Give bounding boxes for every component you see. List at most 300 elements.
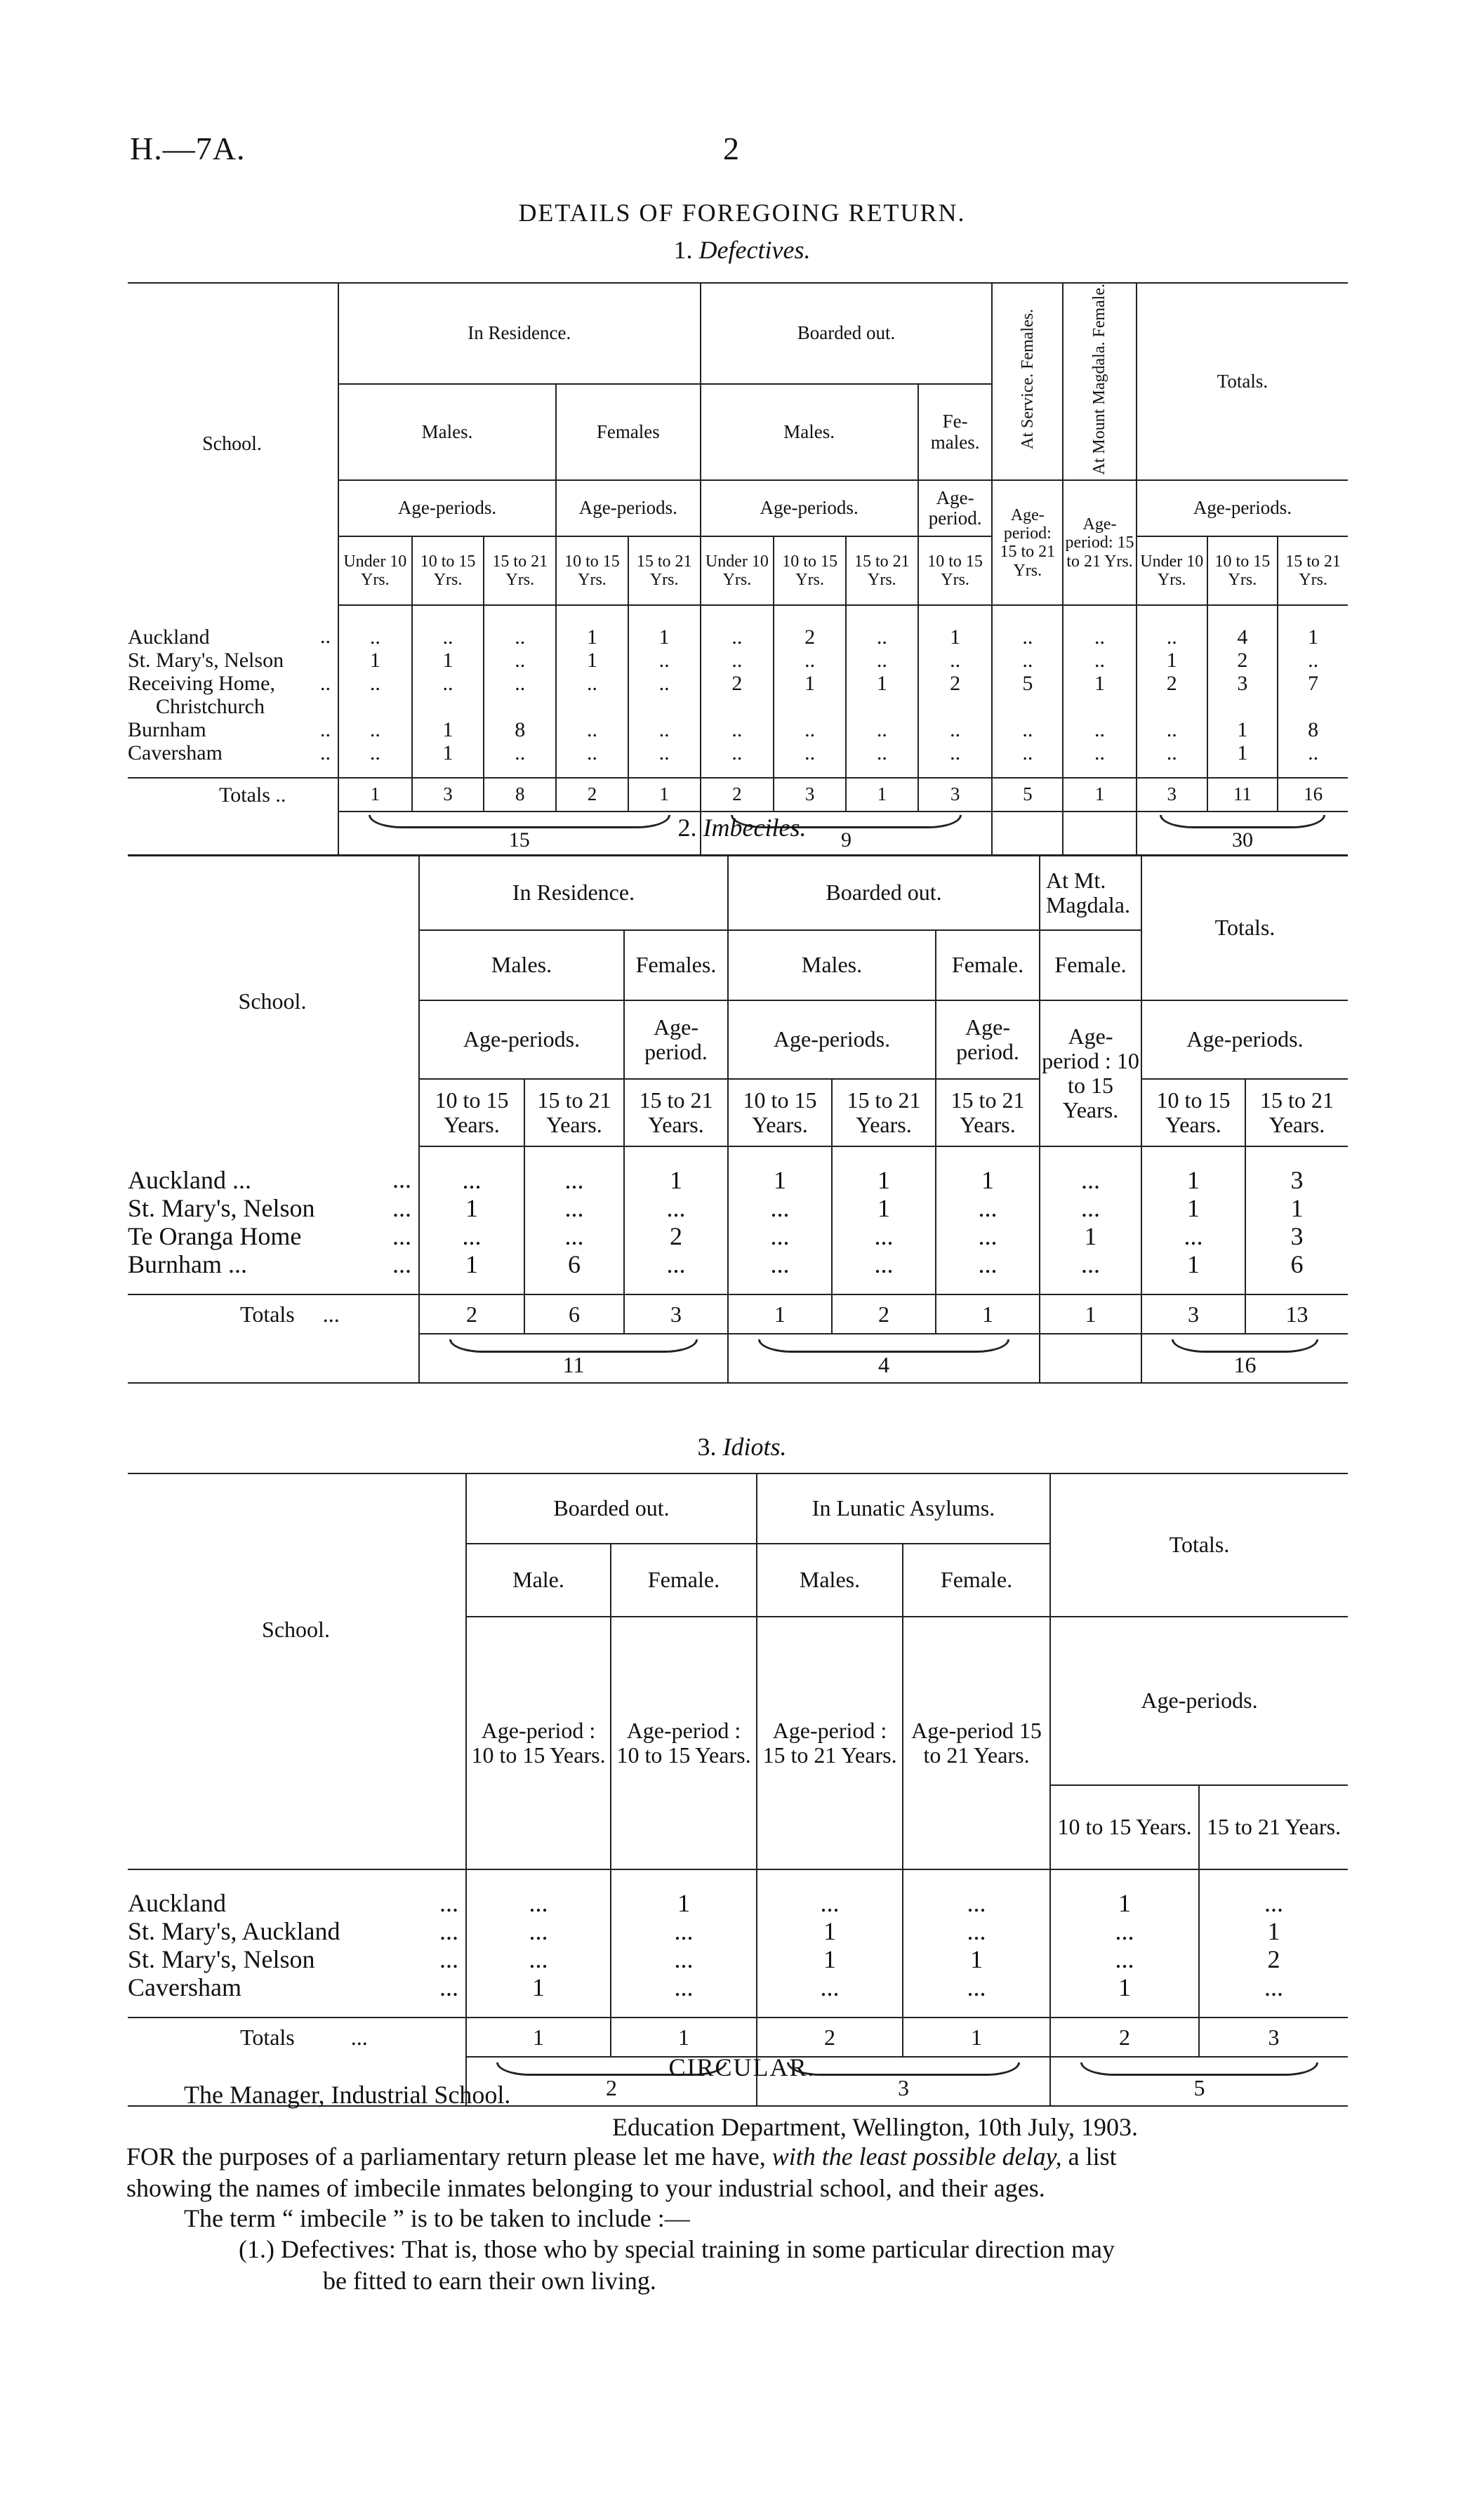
t3-cell: 1 bbox=[466, 1974, 611, 2018]
t3-cell: ... bbox=[1050, 1946, 1199, 1974]
t2-col-tot-15-21: 15 to 21 Years. bbox=[1245, 1079, 1348, 1146]
t1-col-tot-under10: Under 10 Yrs. bbox=[1137, 536, 1207, 605]
t3-group-totals: 5 bbox=[1050, 2057, 1348, 2106]
t2-cell: 1 bbox=[728, 1146, 832, 1195]
t1-res-females: Females bbox=[556, 384, 700, 480]
imbeciles-table bbox=[128, 855, 1348, 1384]
t1-cell: 4 bbox=[1207, 605, 1278, 649]
t3-group-boarded-out: 2 bbox=[466, 2057, 757, 2106]
t2-cell: 1 bbox=[1141, 1146, 1245, 1195]
t1-total-cell: 5 bbox=[992, 778, 1063, 812]
t1-cell: 2 bbox=[1137, 672, 1207, 695]
t3-school-cell bbox=[128, 1869, 466, 1918]
t3-la-males: Males. bbox=[757, 1544, 903, 1617]
t1-cell: .. bbox=[338, 672, 412, 695]
t3-school-cell bbox=[128, 1918, 466, 1946]
t3-school-name: Caversham bbox=[128, 1973, 241, 2001]
t1-cell: .. bbox=[628, 718, 701, 741]
t1-row bbox=[128, 741, 1348, 778]
circular-addressee: The Manager, Industrial School. bbox=[184, 2081, 511, 2109]
t1-row bbox=[128, 672, 1348, 695]
t1-total-cell: 1 bbox=[846, 778, 918, 812]
t1-total-cell: 3 bbox=[774, 778, 846, 812]
t1-school-cell bbox=[128, 672, 338, 695]
t1-cell: 5 bbox=[992, 672, 1063, 695]
t1-cell: .. bbox=[1063, 649, 1137, 672]
t3-total-cell: 2 bbox=[1050, 2018, 1199, 2057]
t1-cell: 1 bbox=[1137, 649, 1207, 672]
t1-cell: 2 bbox=[701, 672, 774, 695]
t2-total-cell: 2 bbox=[832, 1294, 936, 1334]
t1-cell: .. bbox=[846, 605, 918, 649]
t1-cell bbox=[918, 695, 993, 718]
idiots-table bbox=[128, 1473, 1348, 2107]
t3-cell: 1 bbox=[757, 1946, 903, 1974]
t2-cell: 3 bbox=[1245, 1146, 1348, 1195]
t1-school-cell bbox=[128, 649, 338, 672]
t1-col-bo-10-15: 10 to 15 Yrs. bbox=[774, 536, 846, 605]
t1-total-cell: 2 bbox=[556, 778, 628, 812]
t1-cell: .. bbox=[1063, 718, 1137, 741]
t1-school-cell bbox=[128, 605, 338, 649]
t1-cell bbox=[412, 695, 484, 718]
defectives-table bbox=[128, 282, 1348, 856]
t2-cell: ... bbox=[728, 1195, 832, 1223]
t2-cell: ... bbox=[1040, 1146, 1141, 1195]
t1-school-name: St. Mary's, Nelson bbox=[128, 649, 284, 673]
t2-school-name: Te Oranga Home bbox=[128, 1221, 302, 1250]
t3-cell: ... bbox=[466, 1869, 611, 1918]
t1-cell: .. bbox=[774, 649, 846, 672]
t2-col-bo-15-21: 15 to 21 Years. bbox=[832, 1079, 936, 1146]
t1-row bbox=[128, 718, 1348, 741]
t1-cell: .. bbox=[484, 672, 556, 695]
t1-school-cell bbox=[128, 695, 338, 718]
t1-res-males: Males. bbox=[338, 384, 556, 480]
t3-school-cell bbox=[128, 1946, 466, 1974]
t1-cell: .. bbox=[1278, 741, 1348, 778]
t3-col-bo-male-age: Age-period : 10 to 15 Years. bbox=[466, 1617, 611, 1869]
t2-school-header: School. bbox=[128, 856, 419, 1146]
t1-cell: 1 bbox=[1207, 718, 1278, 741]
t3-cell: 1 bbox=[611, 1869, 757, 1918]
t3-cell: 1 bbox=[757, 1918, 903, 1946]
t1-group-in-residence: 15 bbox=[338, 812, 701, 855]
t1-cell: .. bbox=[338, 605, 412, 649]
t2-cell: ... bbox=[728, 1251, 832, 1295]
circular-paragraph-1: FOR the purposes of a parliamentary return please let me have, with the least possible delay, a list showing the names of imbecile inmates belonging to your industrial school, and their ages. bbox=[126, 2142, 1117, 2202]
t2-res-males-ages: Age-periods. bbox=[419, 1000, 624, 1079]
t3-totals-header: Totals. bbox=[1050, 1473, 1348, 1617]
t2-totals-row bbox=[128, 1294, 1348, 1334]
t1-total-cell: 3 bbox=[1137, 778, 1207, 812]
t3-leader-dots: ... bbox=[439, 1889, 458, 1917]
t1-cell bbox=[846, 695, 918, 718]
t1-total-cell: 8 bbox=[484, 778, 556, 812]
t2-brace-boarded-out bbox=[758, 1339, 1009, 1353]
t1-cell bbox=[484, 695, 556, 718]
t3-col-tot-10-15: 10 to 15 Years. bbox=[1050, 1785, 1199, 1869]
t2-totals-label: Totals ... bbox=[128, 1294, 419, 1334]
t2-total-cell: 2 bbox=[419, 1294, 524, 1334]
t2-leader-dots: ... bbox=[392, 1193, 411, 1222]
t2-brace-in-residence bbox=[449, 1339, 698, 1353]
t1-school-name: Auckland bbox=[128, 625, 210, 649]
t2-at-mt-header: At Mt. Magdala. bbox=[1040, 856, 1141, 930]
t1-school-name: Burnham bbox=[128, 718, 206, 742]
t2-cell: 1 bbox=[419, 1195, 524, 1223]
t1-group-totals: 30 bbox=[1137, 812, 1348, 855]
t2-res-males: Males. bbox=[419, 930, 624, 1000]
t2-row bbox=[128, 1146, 1348, 1195]
t3-cell: ... bbox=[903, 1918, 1050, 1946]
t2-cell: ... bbox=[524, 1223, 624, 1251]
t1-total-cell: 16 bbox=[1278, 778, 1348, 812]
page-number: 2 bbox=[723, 131, 739, 166]
t1-cell: .. bbox=[701, 741, 774, 778]
t1-cell: .. bbox=[484, 605, 556, 649]
t1-cell: 1 bbox=[918, 605, 993, 649]
t3-school-name: St. Mary's, Auckland bbox=[128, 1916, 340, 1945]
t1-bo-males: Males. bbox=[701, 384, 918, 480]
t1-cell: .. bbox=[1278, 649, 1348, 672]
t1-cell: .. bbox=[556, 718, 628, 741]
t1-col-tot-10-15: 10 to 15 Yrs. bbox=[1207, 536, 1278, 605]
t1-leader-dots: .. bbox=[319, 718, 331, 742]
t1-row bbox=[128, 605, 1348, 649]
t1-cell bbox=[628, 695, 701, 718]
t1-cell: .. bbox=[774, 718, 846, 741]
t1-cell bbox=[774, 695, 846, 718]
t3-cell: 1 bbox=[1050, 1974, 1199, 2018]
t2-res-females: Females. bbox=[624, 930, 728, 1000]
t2-cell: ... bbox=[419, 1223, 524, 1251]
t1-cell: .. bbox=[701, 718, 774, 741]
t1-cell: .. bbox=[918, 741, 993, 778]
t1-col-tot-15-21: 15 to 21 Yrs. bbox=[1278, 536, 1348, 605]
t2-bo-female-age: Age- period. bbox=[936, 1000, 1040, 1079]
t1-school-name: Christchurch bbox=[156, 695, 265, 719]
t2-cell: ... bbox=[1040, 1195, 1141, 1223]
t2-cell: 2 bbox=[624, 1223, 728, 1251]
t2-school-cell bbox=[128, 1146, 419, 1195]
t2-row bbox=[128, 1195, 1348, 1223]
t2-school-cell bbox=[128, 1223, 419, 1251]
t1-total-cell: 1 bbox=[628, 778, 701, 812]
t3-total-cell: 1 bbox=[903, 2018, 1050, 2057]
t1-cell: .. bbox=[992, 649, 1063, 672]
t1-school-header: School. bbox=[128, 283, 338, 605]
t1-cell bbox=[556, 695, 628, 718]
t1-cell: 1 bbox=[338, 649, 412, 672]
t1-cell: 1 bbox=[412, 649, 484, 672]
t2-col-10-15: 10 to 15 Years. bbox=[419, 1079, 524, 1146]
t1-cell: .. bbox=[556, 741, 628, 778]
t2-cell: 1 bbox=[936, 1146, 1040, 1195]
t1-cell: .. bbox=[918, 718, 993, 741]
t1-col-bo-under10: Under 10 Yrs. bbox=[701, 536, 774, 605]
t3-total-cell: 2 bbox=[757, 2018, 903, 2057]
t2-school-cell bbox=[128, 1195, 419, 1223]
t1-cell: 2 bbox=[918, 672, 993, 695]
t1-total-cell: 2 bbox=[701, 778, 774, 812]
t1-cell: 1 bbox=[846, 672, 918, 695]
t1-col-f-10-15: 10 to 15 Yrs. bbox=[556, 536, 628, 605]
t2-cell: ... bbox=[936, 1195, 1040, 1223]
t1-cell: 3 bbox=[1207, 672, 1278, 695]
t2-group-boarded-out: 4 bbox=[728, 1334, 1040, 1383]
t1-school-cell bbox=[128, 741, 338, 778]
t2-group-totals-row bbox=[128, 1334, 1348, 1383]
t1-cell: 2 bbox=[774, 605, 846, 649]
t1-leader-dots: .. bbox=[319, 741, 331, 765]
t1-school-name: Receiving Home, bbox=[128, 672, 275, 696]
t3-cell: ... bbox=[757, 1869, 903, 1918]
t1-bo-females: Fe- males. bbox=[918, 384, 993, 480]
t1-cell bbox=[338, 695, 412, 718]
t3-leader-dots: ... bbox=[439, 1973, 458, 2001]
t3-cell: ... bbox=[466, 1946, 611, 1974]
t1-res-females-ages: Age-periods. bbox=[556, 480, 700, 536]
t2-school-cell bbox=[128, 1251, 419, 1295]
t2-col-bo-10-15: 10 to 15 Years. bbox=[728, 1079, 832, 1146]
t3-school-cell bbox=[128, 1974, 466, 2018]
t3-cell: ... bbox=[903, 1974, 1050, 2018]
t3-cell: ... bbox=[1199, 1869, 1348, 1918]
t3-la-female: Female. bbox=[903, 1544, 1050, 1617]
t3-leader-dots: ... bbox=[439, 1916, 458, 1945]
t2-bo-female: Female. bbox=[936, 930, 1040, 1000]
t1-school-name: Caversham bbox=[128, 741, 223, 765]
t2-totals-ages: Age-periods. bbox=[1141, 1000, 1348, 1079]
t1-cell: .. bbox=[774, 741, 846, 778]
t2-leader-dots: ... bbox=[392, 1250, 411, 1278]
t2-leader-dots: ... bbox=[392, 1221, 411, 1250]
t1-cell bbox=[1278, 695, 1348, 718]
t3-bo-female: Female. bbox=[611, 1544, 757, 1617]
t2-cell: ... bbox=[728, 1223, 832, 1251]
t1-totals-header: Totals. bbox=[1137, 283, 1348, 480]
t1-cell: 2 bbox=[1207, 649, 1278, 672]
circular-item-1: (1.) Defectives: That is, those who by special training in some particular direction may be fitted to earn their own living. bbox=[239, 2235, 1115, 2295]
t1-leader-dots: .. bbox=[319, 672, 331, 696]
t1-cell: .. bbox=[1137, 605, 1207, 649]
t1-cell: .. bbox=[628, 672, 701, 695]
t1-cell bbox=[1137, 695, 1207, 718]
t2-col-bo-f-15-21: 15 to 21 Years. bbox=[936, 1079, 1040, 1146]
t2-school-name: Burnham ... bbox=[128, 1250, 247, 1278]
t2-total-cell: 3 bbox=[624, 1294, 728, 1334]
t3-cell: ... bbox=[466, 1918, 611, 1946]
t2-mt-age: Age- period : 10 to 15 Years. bbox=[1040, 1000, 1141, 1146]
t1-cell bbox=[1207, 695, 1278, 718]
t1-col-bo-f-10-15: 10 to 15 Yrs. bbox=[918, 536, 993, 605]
t2-cell: 1 bbox=[1141, 1251, 1245, 1295]
t3-row bbox=[128, 1869, 1348, 1918]
section-title: DETAILS OF FOREGOING RETURN. bbox=[518, 199, 966, 227]
t2-cell: ... bbox=[524, 1195, 624, 1223]
t1-bo-males-ages: Age-periods. bbox=[701, 480, 918, 536]
t1-totals-row bbox=[128, 778, 1348, 812]
t2-res-females-age: Age- period. bbox=[624, 1000, 728, 1079]
t1-cell: .. bbox=[701, 605, 774, 649]
t1-cell: 7 bbox=[1278, 672, 1348, 695]
t3-cell: 2 bbox=[1199, 1946, 1348, 1974]
t3-cell: ... bbox=[611, 1918, 757, 1946]
t2-cell: 1 bbox=[419, 1251, 524, 1295]
t1-cell bbox=[1063, 695, 1137, 718]
t1-cell: 1 bbox=[628, 605, 701, 649]
t2-bo-males-ages: Age-periods. bbox=[728, 1000, 936, 1079]
t2-cell: ... bbox=[624, 1195, 728, 1223]
t3-leader-dots: ... bbox=[439, 1945, 458, 1973]
t1-cell: .. bbox=[412, 672, 484, 695]
t1-total-cell: 3 bbox=[412, 778, 484, 812]
t2-group-in-residence: 11 bbox=[419, 1334, 728, 1383]
t1-cell: .. bbox=[1063, 605, 1137, 649]
t2-cell: ... bbox=[832, 1223, 936, 1251]
t1-total-cell: 1 bbox=[338, 778, 412, 812]
t2-cell: 6 bbox=[524, 1251, 624, 1295]
t2-school-name: St. Mary's, Nelson bbox=[128, 1193, 315, 1222]
t1-cell: .. bbox=[338, 741, 412, 778]
t1-total-cell: 1 bbox=[1063, 778, 1137, 812]
t3-in-lunatic-header: In Lunatic Asylums. bbox=[757, 1473, 1050, 1544]
t2-row bbox=[128, 1223, 1348, 1251]
t2-col-tot-10-15: 10 to 15 Years. bbox=[1141, 1079, 1245, 1146]
t1-cell: .. bbox=[556, 672, 628, 695]
table3-title: 3. Idiots. bbox=[697, 1433, 787, 1461]
t1-cell: .. bbox=[628, 741, 701, 778]
t1-cell: 1 bbox=[1278, 605, 1348, 649]
t1-cell: .. bbox=[992, 718, 1063, 741]
t3-col-bo-female-age: Age-period : 10 to 15 Years. bbox=[611, 1617, 757, 1869]
t1-cell: .. bbox=[992, 605, 1063, 649]
t1-bo-females-age: Age- period. bbox=[918, 480, 993, 536]
t3-cell: 1 bbox=[1050, 1869, 1199, 1918]
t2-bo-males: Males. bbox=[728, 930, 936, 1000]
t1-cell: .. bbox=[412, 605, 484, 649]
t3-cell: ... bbox=[611, 1974, 757, 2018]
t2-leader-dots: ... bbox=[392, 1165, 411, 1193]
t2-group-totals: 16 bbox=[1141, 1334, 1348, 1383]
circular-paragraph-2: The term “ imbecile ” is to be taken to include :— bbox=[184, 2204, 690, 2232]
t2-boarded-out-header: Boarded out. bbox=[728, 856, 1040, 930]
t1-at-service-age: Age- period: 15 to 21 Yrs. bbox=[992, 480, 1063, 605]
t2-col-f-15-21: 15 to 21 Years. bbox=[624, 1079, 728, 1146]
t1-cell: .. bbox=[484, 741, 556, 778]
t1-cell bbox=[992, 695, 1063, 718]
t1-at-mount-age: Age- period: 15 to 21 Yrs. bbox=[1063, 480, 1137, 605]
t1-cell: 1 bbox=[412, 741, 484, 778]
t3-school-name: Auckland bbox=[128, 1889, 226, 1917]
t3-cell: ... bbox=[1199, 1974, 1348, 2018]
t2-total-cell: 1 bbox=[1040, 1294, 1141, 1334]
t3-cell: 1 bbox=[1199, 1918, 1348, 1946]
t2-cell: ... bbox=[1040, 1251, 1141, 1295]
t1-in-residence-header: In Residence. bbox=[338, 283, 701, 384]
t3-totals-ages: Age-periods. bbox=[1050, 1617, 1348, 1785]
t2-mt-female: Female. bbox=[1040, 930, 1141, 1000]
t2-cell: ... bbox=[936, 1251, 1040, 1295]
t3-total-cell: 1 bbox=[466, 2018, 611, 2057]
t1-cell: .. bbox=[484, 649, 556, 672]
t2-cell: ... bbox=[832, 1251, 936, 1295]
t2-cell: 6 bbox=[1245, 1251, 1348, 1295]
t2-col-15-21: 15 to 21 Years. bbox=[524, 1079, 624, 1146]
t1-totals-label: Totals .. bbox=[128, 778, 338, 812]
t2-cell: 1 bbox=[624, 1146, 728, 1195]
table1-title: 1. Defectives. bbox=[673, 236, 811, 264]
t3-col-la-males-age: Age-period : 15 to 21 Years. bbox=[757, 1617, 903, 1869]
t1-cell: .. bbox=[846, 718, 918, 741]
t1-cell: 1 bbox=[774, 672, 846, 695]
t3-total-cell: 3 bbox=[1199, 2018, 1348, 2057]
t1-cell: 1 bbox=[556, 649, 628, 672]
t1-cell: .. bbox=[338, 718, 412, 741]
t1-totals-ages: Age-periods. bbox=[1137, 480, 1348, 536]
t2-row bbox=[128, 1251, 1348, 1295]
t1-cell: .. bbox=[918, 649, 993, 672]
t1-cell: 1 bbox=[556, 605, 628, 649]
t1-col-f-15-21: 15 to 21 Yrs. bbox=[628, 536, 701, 605]
t2-total-cell: 13 bbox=[1245, 1294, 1348, 1334]
t3-cell: ... bbox=[757, 1974, 903, 2018]
circular-title: CIRCULAR. bbox=[668, 2053, 816, 2081]
t3-cell: ... bbox=[903, 1869, 1050, 1918]
t1-col-under10: Under 10 Yrs. bbox=[338, 536, 412, 605]
t1-row bbox=[128, 695, 1348, 718]
t1-at-mount-header: At Mount Magdala. Female. bbox=[1063, 283, 1137, 480]
t2-cell: ... bbox=[524, 1146, 624, 1195]
t2-total-cell: 6 bbox=[524, 1294, 624, 1334]
table2-title: 2. Imbeciles. bbox=[677, 814, 807, 842]
t2-cell: ... bbox=[1141, 1223, 1245, 1251]
t1-col-10-15: 10 to 15 Yrs. bbox=[412, 536, 484, 605]
t3-cell: ... bbox=[611, 1946, 757, 1974]
t1-total-cell: 11 bbox=[1207, 778, 1278, 812]
t1-col-15-21: 15 to 21 Yrs. bbox=[484, 536, 556, 605]
t3-col-tot-15-21: 15 to 21 Years. bbox=[1199, 1785, 1348, 1869]
t2-brace-totals bbox=[1172, 1339, 1318, 1353]
t1-cell: .. bbox=[1137, 741, 1207, 778]
t1-cell: .. bbox=[701, 649, 774, 672]
t1-cell: .. bbox=[1137, 718, 1207, 741]
t1-cell: .. bbox=[846, 741, 918, 778]
t1-cell: .. bbox=[628, 649, 701, 672]
t1-cell: 8 bbox=[484, 718, 556, 741]
t2-cell: 3 bbox=[1245, 1223, 1348, 1251]
t1-cell: 1 bbox=[1207, 741, 1278, 778]
t3-total-cell: 1 bbox=[611, 2018, 757, 2057]
t1-cell: .. bbox=[846, 649, 918, 672]
t1-group-boarded-out: 9 bbox=[701, 812, 993, 855]
t1-cell: 1 bbox=[412, 718, 484, 741]
t2-in-residence-header: In Residence. bbox=[419, 856, 728, 930]
document-reference: H.—7A. bbox=[130, 131, 246, 166]
t2-cell: 1 bbox=[1040, 1223, 1141, 1251]
t3-school-name: St. Mary's, Nelson bbox=[128, 1945, 315, 1973]
circular-origin: Education Department, Wellington, 10th July, 1903. bbox=[612, 2113, 1138, 2141]
t1-boarded-out-header: Boarded out. bbox=[701, 283, 993, 384]
t1-cell bbox=[701, 695, 774, 718]
t2-cell: ... bbox=[936, 1223, 1040, 1251]
t1-total-cell: 3 bbox=[918, 778, 993, 812]
t1-row bbox=[128, 649, 1348, 672]
t1-leader-dots: .. bbox=[319, 625, 331, 649]
t3-totals-label: Totals ... bbox=[128, 2018, 466, 2057]
t3-boarded-out-header: Boarded out. bbox=[466, 1473, 757, 1544]
